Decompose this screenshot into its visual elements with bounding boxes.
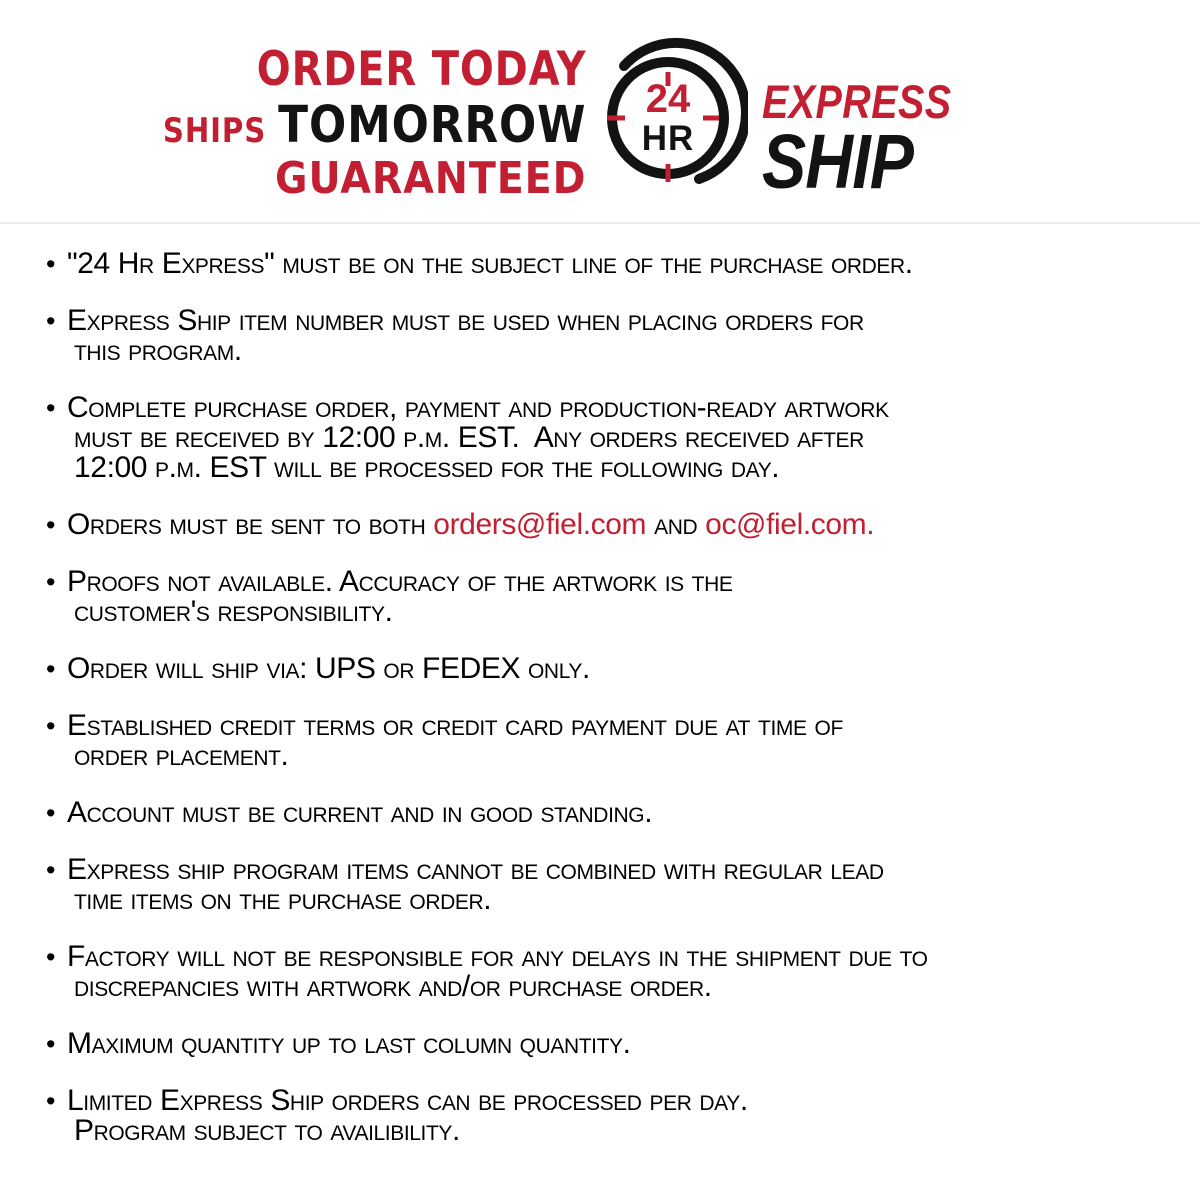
term-item	[46, 249, 1165, 279]
term-line	[67, 855, 884, 885]
term-text: Maximum quantity up to last column quantity.	[67, 1027, 631, 1060]
term-text: customer's responsibility.	[74, 595, 393, 628]
brand-ship: SHIP	[762, 119, 914, 205]
24hr-clock-icon	[598, 32, 748, 192]
tagline-block	[94, 42, 586, 204]
term-item	[46, 942, 1165, 1002]
header-banner	[0, 0, 1200, 224]
terms-list	[0, 224, 1200, 1146]
email-address: orders@fiel.com	[433, 508, 647, 541]
term-line	[67, 510, 874, 540]
tagline-ships: SHIPS	[162, 111, 266, 151]
term-text: Express ship program items cannot be combined with regular lead	[67, 853, 884, 886]
term-text: Complete purchase order, payment and production-ready artwork	[67, 391, 889, 424]
clock-hours-label: 24	[645, 77, 691, 121]
term-text: Express Ship item number must be used when placing orders for	[67, 304, 864, 337]
tagline-order-today: ORDER TODAY	[256, 42, 586, 97]
term-line	[67, 942, 928, 972]
term-item	[46, 711, 1165, 771]
term-text: Established credit terms or credit card payment due at time of	[67, 709, 843, 742]
term-text: Program subject to availibility.	[74, 1114, 460, 1147]
term-content	[67, 654, 590, 684]
term-text: Order will ship via: UPS or FEDEX only.	[67, 652, 590, 685]
term-content	[67, 855, 884, 915]
term-item	[46, 654, 1165, 684]
bullet-icon: •	[46, 855, 56, 885]
term-line	[67, 1029, 631, 1059]
brand-block	[762, 75, 988, 205]
bullet-icon: •	[46, 306, 56, 336]
term-text: Orders must be sent to both	[67, 508, 434, 541]
term-content	[67, 306, 864, 366]
term-text: Proofs not available. Accuracy of the artwork is the	[67, 565, 733, 598]
term-content	[67, 1086, 748, 1146]
bullet-icon: •	[46, 393, 56, 423]
term-text: order placement.	[74, 739, 289, 772]
term-text: Limited Express Ship orders can be processed per day.	[67, 1084, 748, 1117]
term-line	[74, 423, 889, 453]
term-item	[46, 798, 1165, 828]
term-text: Account must be current and in good standing.	[67, 796, 653, 829]
bullet-icon: •	[46, 942, 56, 972]
term-content	[67, 249, 913, 279]
term-text: 12:00 p.m. EST will be processed for the following day.	[74, 451, 780, 484]
term-item	[46, 855, 1165, 915]
brand-express: EXPRESS	[762, 75, 952, 128]
term-line	[67, 711, 843, 741]
bullet-icon: •	[46, 1029, 56, 1059]
bullet-icon: •	[46, 510, 56, 540]
term-content	[67, 942, 928, 1002]
term-line	[67, 654, 590, 684]
tagline-ships-tomorrow	[162, 96, 586, 155]
term-line	[74, 453, 889, 483]
term-line	[67, 567, 733, 597]
term-text: and	[646, 508, 706, 541]
term-item	[46, 1029, 1165, 1059]
tagline-guaranteed: GUARANTEED	[274, 153, 586, 204]
bullet-icon: •	[46, 249, 56, 279]
term-item	[46, 567, 1165, 627]
term-line	[74, 1116, 748, 1146]
term-line	[67, 306, 864, 336]
term-item	[46, 1086, 1165, 1146]
term-item	[46, 510, 1165, 540]
term-content	[67, 510, 874, 540]
term-item	[46, 306, 1165, 366]
term-line	[74, 972, 928, 1002]
bullet-icon: •	[46, 798, 56, 828]
bullet-icon: •	[46, 567, 56, 597]
term-line	[74, 336, 864, 366]
bullet-icon: •	[46, 654, 56, 684]
tagline-tomorrow: TOMORROW	[277, 96, 586, 155]
bullet-icon: •	[46, 1086, 56, 1116]
term-text: discrepancies with artwork and/or purchase order.	[74, 970, 712, 1003]
term-item	[46, 393, 1165, 483]
clock-unit-label: HR	[641, 119, 695, 158]
term-line	[74, 741, 843, 771]
term-line	[67, 249, 913, 279]
term-line	[74, 597, 733, 627]
bullet-icon: •	[46, 711, 56, 741]
term-content	[67, 393, 889, 483]
term-line	[74, 885, 884, 915]
term-line	[67, 798, 652, 828]
term-content	[67, 798, 652, 828]
email-address: oc@fiel.com.	[705, 508, 875, 541]
term-text: time items on the purchase order.	[74, 883, 492, 916]
term-text: must be received by 12:00 p.m. EST. Any orders received after	[74, 421, 864, 454]
term-line	[67, 393, 889, 423]
term-content	[67, 567, 733, 627]
term-line	[67, 1086, 748, 1116]
term-content	[67, 711, 843, 771]
term-content	[67, 1029, 631, 1059]
term-text: this program.	[74, 334, 242, 367]
term-text: "24 Hr Express" must be on the subject line of the purchase order.	[67, 247, 913, 280]
term-text: Factory will not be responsible for any delays in the shipment due to	[67, 940, 928, 973]
